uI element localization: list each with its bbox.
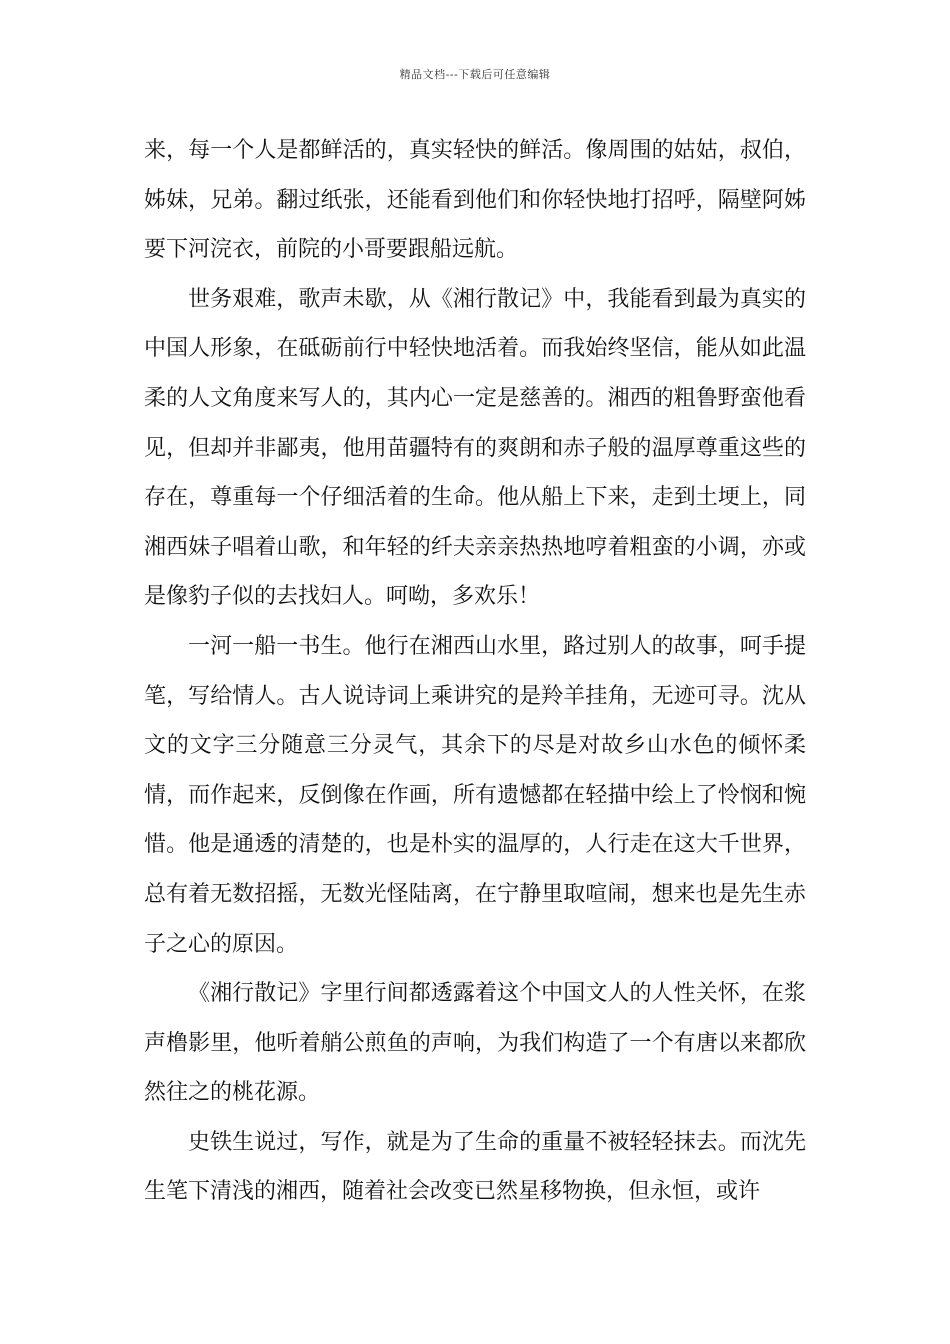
paragraph-4: 《湘行散记》字里行间都透露着这个中国文人的人性关怀，在浆声橹影里，他听着艄公煎鱼的声响，为我们构造了一个有唐以来都欣然往之的桃花源。	[144, 981, 806, 1106]
paragraph-1: 来，每一个人是都鲜活的，真实轻快的鲜活。像周围的姑姑，叔伯，姊妹，兄弟。翻过纸张，还能看到他们和你轻快地打招呼，隔壁阿姊要下河浣衣，前院的小哥要跟船远航。	[144, 138, 806, 263]
page-header: 精品文档---下载后可任意编辑	[399, 68, 551, 81]
paragraph-5: 史铁生说过，写作，就是为了生命的重量不被轻轻抹去。而沈先生笔下清浅的湘西，随着社会改变已然星移物换，但永恒，或许	[144, 1129, 806, 1205]
paragraph-2: 世务艰难，歌声未歇，从《湘行散记》中，我能看到最为真实的中国人形象，在砥砺前行中轻快地活着。而我始终坚信，能从如此温柔的人文角度来写人的，其内心一定是慈善的。湘西的粗鲁野蛮他看见，但却并非鄙夷，他用苗疆特有的爽朗和赤子般的温厚尊重这些的存在，尊重每一个仔细活着的生命。他从船上下来，走到土埂上，同湘西妹子唱着山歌，和年轻的纤夫亲亲热热地哼着粗蛮的小调，亦或是像豹子似的去找妇人。呵呦，多欢乐！	[144, 286, 806, 610]
paragraph-3: 一河一船一书生。他行在湘西山水里，路过别人的故事，呵手提笔，写给情人。古人说诗词上乘讲究的是羚羊挂角，无迹可寻。沈从文的文字三分随意三分灵气，其余下的尽是对故乡山水色的倾怀柔情，而作起来，反倒像在作画，所有遗憾都在轻描中绘上了怜悯和惋惜。他是通透的清楚的，也是朴实的温厚的，人行走在这大千世界，总有着无数招摇，无数光怪陆离，在宁静里取喧闹，想来也是先生赤子之心的原因。	[144, 633, 806, 957]
document-body	[144, 126, 806, 1217]
